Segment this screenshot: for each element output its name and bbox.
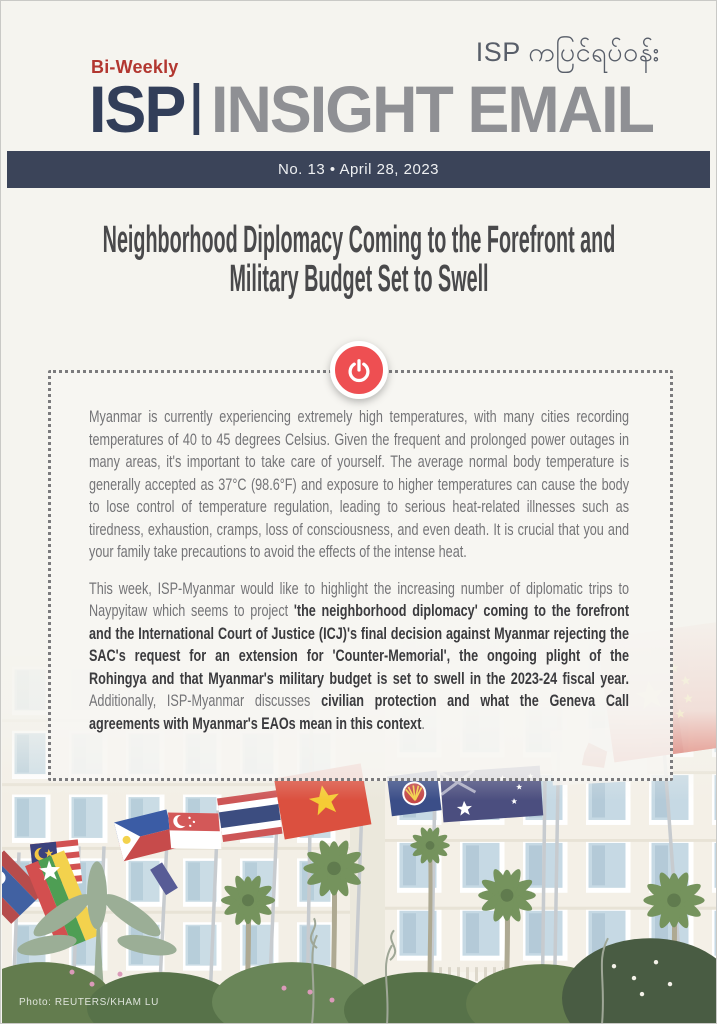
headline-line-1: Neighborhood Diplomacy Coming to the Forefront and bbox=[102, 219, 616, 261]
isp-insight-email-logo bbox=[89, 72, 654, 146]
issue-line: No. 13 • April 28, 2023 bbox=[277, 161, 440, 178]
headline bbox=[73, 221, 645, 299]
summary-text bbox=[89, 406, 629, 749]
logo-insight-email-text: INSIGHT EMAIL bbox=[210, 72, 654, 146]
headline-line-2: Military Budget Set to Swell bbox=[229, 258, 489, 300]
logo-isp-text: ISP bbox=[89, 72, 185, 146]
burmese-title: ISP ကပြင်ရပ်ဝန်း bbox=[475, 37, 660, 67]
summary-box bbox=[48, 370, 673, 781]
summary-paragraph-1: Myanmar is currently experiencing extremely high temperatures, with many cities recording temperatures of 40 to 45 degrees Celsius. Given the frequent and prolonged power outages in many areas, it's important to take care of yourself. The average normal body temperature is generally accepted as 37°C (98.6°F) and exposure to higher temperatures can cause the body to lose control of temperature regulation, leading to serious heat-related illnesses such as tiredness, exhaustion, cramps, loss of consciousness, and even death. It is crucial that you and your family take precautions to avoid the effects of the intense heat. bbox=[89, 408, 630, 561]
frequency-label: Bi-Weekly bbox=[91, 57, 179, 77]
issue-banner bbox=[7, 151, 710, 188]
photo-credit: Photo: REUTERS/KHAM LU bbox=[19, 997, 159, 1008]
logo-divider bbox=[194, 83, 200, 135]
power-icon bbox=[330, 341, 388, 399]
summary-paragraph-2: This week, ISP-Myanmar would like to highlight the increasing number of diplomatic trips to Naypyitaw which seems to project 'the neighborhood diplomacy' coming to the forefront and the International Court of Justice (ICJ)'s final decision against Myanmar rejecting the SAC's request for an extension for 'Counter-Memorial', the ongoing plight of the Rohingya and that Myanmar's military budget is set to swell in the 2023-24 fiscal year. Additionally, ISP-Myanmar discusses civilian protection and what the Geneva Call agreements with Myanmar's EAOs mean in this context. bbox=[89, 579, 630, 733]
